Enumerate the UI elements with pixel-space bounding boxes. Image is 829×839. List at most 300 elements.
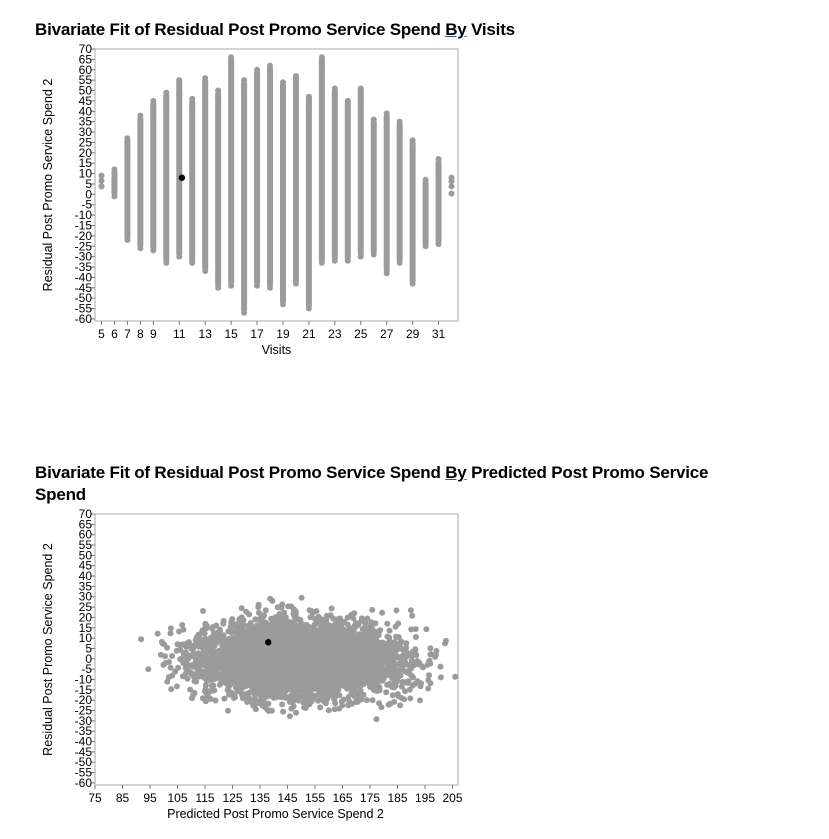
data-point: [244, 653, 250, 659]
data-point: [228, 68, 234, 74]
data-point: [212, 654, 218, 660]
data-column: [228, 57, 234, 285]
data-point: [343, 662, 349, 668]
data-point: [196, 669, 202, 675]
y-tick-label: -25: [74, 703, 92, 718]
y-tick-label: -30: [74, 249, 92, 264]
x-tick-label: 7: [124, 327, 131, 341]
data-point: [288, 694, 294, 700]
data-point: [221, 618, 227, 624]
y-tick-label: 10: [78, 631, 92, 646]
data-point: [253, 633, 259, 639]
data-point: [313, 685, 319, 691]
data-point: [401, 696, 407, 702]
data-point: [255, 604, 261, 610]
data-point: [208, 696, 214, 702]
data-point: [241, 77, 247, 83]
data-point: [180, 627, 186, 633]
y-tick-label: 0: [85, 651, 92, 666]
data-point: [358, 697, 364, 703]
data-point: [396, 674, 402, 680]
data-point: [418, 680, 424, 686]
data-column: [202, 78, 208, 271]
data-point: [348, 612, 354, 618]
data-point: [410, 281, 416, 287]
data-point: [281, 671, 287, 677]
y-tick-label: -50: [74, 755, 92, 770]
data-point: [207, 648, 213, 654]
data-point: [399, 684, 405, 690]
data-point: [221, 696, 227, 702]
data-point: [306, 652, 312, 658]
x-tick-label: 27: [380, 327, 394, 341]
data-point: [319, 260, 325, 266]
data-point: [239, 652, 245, 658]
y-tick-label: 0: [85, 187, 92, 202]
data-point: [257, 627, 263, 633]
data-point: [184, 661, 190, 667]
data-point: [252, 640, 258, 646]
y-tick-label: -20: [74, 228, 92, 243]
data-point: [408, 626, 414, 632]
y-tick-label: 20: [78, 145, 92, 160]
y-tick-label: 45: [78, 93, 92, 108]
data-point: [298, 665, 304, 671]
data-point: [215, 102, 221, 108]
data-point: [283, 618, 289, 624]
data-point: [436, 164, 442, 170]
data-point: [267, 77, 273, 83]
data-point: [215, 88, 221, 94]
data-point: [299, 642, 305, 648]
data-point: [369, 619, 375, 625]
data-point: [277, 615, 283, 621]
data-point: [393, 607, 399, 613]
data-point: [383, 689, 389, 695]
x-tick-label: 21: [302, 327, 316, 341]
data-point: [397, 702, 403, 708]
data-point: [289, 643, 295, 649]
data-point: [449, 178, 455, 184]
data-point: [387, 628, 393, 634]
data-column: [189, 99, 195, 263]
data-point: [299, 595, 305, 601]
data-point: [379, 669, 385, 675]
data-point: [227, 672, 233, 678]
data-point: [267, 596, 273, 602]
data-point: [241, 310, 247, 316]
data-point: [345, 258, 351, 264]
data-point: [168, 686, 174, 692]
data-point: [358, 618, 364, 624]
data-point: [371, 687, 377, 693]
data-point: [176, 91, 182, 97]
chart-title-visits: Bivariate Fit of Residual Post Promo Service Spend By Visits: [35, 20, 515, 39]
data-point: [281, 688, 287, 694]
data-point: [348, 644, 354, 650]
data-point: [299, 676, 305, 682]
y-tick-label: -25: [74, 239, 92, 254]
data-point: [332, 92, 338, 98]
data-point: [259, 677, 265, 683]
data-point: [243, 609, 249, 615]
data-point: [351, 664, 357, 670]
data-point: [348, 635, 354, 641]
data-column: [384, 113, 390, 273]
data-point: [293, 682, 299, 688]
data-point: [397, 128, 403, 134]
y-tick-label: 70: [78, 42, 92, 56]
data-point: [332, 258, 338, 264]
data-point: [225, 708, 231, 714]
y-tick-label: 5: [85, 176, 92, 191]
data-point: [292, 615, 298, 621]
data-point: [315, 666, 321, 672]
data-point: [291, 606, 297, 612]
data-point: [410, 138, 416, 144]
data-point: [369, 607, 375, 613]
data-point: [403, 640, 409, 646]
data-point: [187, 687, 193, 693]
data-point: [299, 648, 305, 654]
y-tick-label: -20: [74, 693, 92, 708]
data-point: [245, 623, 251, 629]
data-point: [413, 634, 419, 640]
data-point: [369, 635, 375, 641]
data-point: [286, 677, 292, 683]
data-column: [215, 91, 221, 288]
data-point: [255, 670, 261, 676]
data-column: [358, 88, 364, 256]
data-point: [252, 696, 258, 702]
y-tick-label: -5: [81, 662, 92, 677]
data-point: [263, 607, 269, 613]
data-point: [311, 658, 317, 664]
x-tick-label: 19: [276, 327, 290, 341]
data-point: [254, 79, 260, 85]
y-tick-label: -45: [74, 744, 92, 759]
data-column: [293, 76, 299, 284]
data-point: [355, 642, 361, 648]
data-point: [417, 697, 423, 703]
data-point: [358, 97, 364, 103]
data-point: [279, 701, 285, 707]
x-axis-label: Predicted Post Promo Service Spend 2: [167, 807, 384, 821]
data-point: [168, 625, 174, 631]
y-tick-label: -40: [74, 734, 92, 749]
data-point: [354, 682, 360, 688]
data-point: [397, 133, 403, 139]
data-point: [318, 651, 324, 657]
y-tick-label: -35: [74, 724, 92, 739]
data-point: [175, 641, 181, 647]
y-tick-label: -50: [74, 291, 92, 306]
data-point: [111, 193, 117, 199]
data-point: [202, 81, 208, 87]
data-point: [295, 690, 301, 696]
data-point: [404, 654, 410, 660]
data-point: [111, 183, 117, 189]
data-point: [168, 665, 174, 671]
data-point: [228, 690, 234, 696]
y-tick-label: 60: [78, 62, 92, 77]
data-point: [190, 643, 196, 649]
data-point: [137, 118, 143, 124]
data-point: [281, 662, 287, 668]
data-point: [306, 306, 312, 312]
y-tick-label: -35: [74, 260, 92, 275]
y-tick-label: 35: [78, 114, 92, 129]
x-tick-label: 185: [387, 791, 408, 805]
data-point: [348, 653, 354, 659]
data-point: [137, 112, 143, 118]
data-point: [253, 688, 259, 694]
data-point: [331, 637, 337, 643]
data-point: [202, 630, 208, 636]
x-tick-label: 6: [111, 327, 118, 341]
data-column: [163, 93, 169, 263]
data-point: [215, 95, 221, 101]
x-tick-label: 85: [115, 791, 130, 805]
data-point: [416, 660, 422, 666]
data-point: [180, 673, 186, 679]
data-point: [200, 608, 206, 614]
data-point: [410, 149, 416, 155]
data-point: [241, 86, 247, 92]
x-tick-label: 9: [149, 327, 157, 341]
data-point: [266, 686, 272, 692]
data-point: [232, 635, 238, 641]
data-point: [384, 682, 390, 688]
data-point: [381, 656, 387, 662]
data-point: [241, 635, 247, 641]
data-point: [380, 640, 386, 646]
data-point: [124, 138, 130, 144]
data-point: [332, 85, 338, 91]
data-column: [137, 115, 143, 248]
data-point: [158, 652, 164, 658]
y-tick-label: 25: [78, 135, 92, 150]
data-point: [98, 178, 104, 184]
data-point: [408, 607, 414, 613]
data-point: [423, 626, 429, 632]
data-point: [384, 270, 390, 276]
data-point: [379, 610, 385, 616]
data-point: [240, 663, 246, 669]
data-point: [275, 653, 281, 659]
data-point: [215, 285, 221, 291]
data-point: [293, 281, 299, 287]
data-point: [199, 655, 205, 661]
data-point: [449, 183, 455, 189]
data-point: [332, 706, 338, 712]
data-point: [169, 653, 175, 659]
data-point: [137, 245, 143, 251]
data-point: [345, 114, 351, 120]
data-column: [345, 101, 351, 261]
data-point: [275, 604, 281, 610]
data-point: [343, 671, 349, 677]
data-point: [408, 672, 414, 678]
data-point: [438, 664, 444, 670]
data-point: [217, 682, 223, 688]
data-point: [329, 606, 335, 612]
data-point: [349, 701, 355, 707]
data-point: [264, 678, 270, 684]
data-point: [309, 674, 315, 680]
data-point: [240, 695, 246, 701]
data-point: [204, 623, 210, 629]
data-point: [270, 629, 276, 635]
data-point: [194, 658, 200, 664]
data-point: [370, 697, 376, 703]
data-point: [397, 119, 403, 125]
data-point: [288, 706, 294, 712]
data-point: [423, 177, 429, 183]
data-point: [193, 637, 199, 643]
data-point: [384, 621, 390, 627]
y-tick-label: 30: [78, 589, 92, 604]
by-link[interactable]: By: [445, 20, 467, 39]
data-point: [293, 75, 299, 81]
data-point: [163, 260, 169, 266]
data-point: [365, 627, 371, 633]
data-point: [213, 623, 219, 629]
data-column: [254, 70, 260, 286]
data-point: [189, 96, 195, 102]
data-point: [384, 114, 390, 120]
data-point: [341, 697, 347, 703]
data-point: [319, 66, 325, 72]
y-tick-label: 70: [78, 507, 92, 521]
x-tick-label: 165: [332, 791, 353, 805]
data-point: [345, 98, 351, 104]
data-point: [306, 95, 312, 101]
data-point: [209, 683, 215, 689]
data-point: [293, 85, 299, 91]
data-point: [267, 285, 273, 291]
data-point: [229, 616, 235, 622]
data-point: [202, 268, 208, 274]
data-point: [427, 645, 433, 651]
data-point: [311, 643, 317, 649]
data-point: [174, 683, 180, 689]
data-point: [353, 620, 359, 626]
data-point: [206, 677, 212, 683]
y-tick-label: -5: [81, 197, 92, 212]
data-point: [215, 629, 221, 635]
by-link[interactable]: By: [445, 463, 467, 482]
data-point: [181, 650, 187, 656]
data-point: [265, 707, 271, 713]
data-point: [163, 93, 169, 99]
data-point: [278, 621, 284, 627]
data-point: [244, 643, 250, 649]
y-tick-label: -30: [74, 713, 92, 728]
y-tick-label: 5: [85, 641, 92, 656]
data-point: [232, 623, 238, 629]
x-tick-label: 105: [167, 791, 188, 805]
data-point: [377, 627, 383, 633]
data-point: [220, 655, 226, 661]
data-point: [390, 692, 396, 698]
data-point: [220, 644, 226, 650]
data-point: [410, 649, 416, 655]
x-tick-label: 29: [405, 327, 420, 341]
data-point: [98, 183, 104, 189]
x-tick-label: 145: [277, 791, 298, 805]
data-point: [317, 704, 323, 710]
data-point: [189, 260, 195, 266]
data-point: [333, 690, 339, 696]
data-point: [347, 626, 353, 632]
data-point: [226, 663, 232, 669]
data-column: [241, 80, 247, 313]
data-point: [365, 639, 371, 645]
data-point: [247, 663, 253, 669]
data-point: [330, 616, 336, 622]
data-point: [337, 675, 343, 681]
data-point: [215, 638, 221, 644]
data-point: [202, 90, 208, 96]
x-tick-label: 13: [198, 327, 212, 341]
data-point: [189, 102, 195, 108]
data-point: [164, 645, 170, 651]
data-point: [285, 655, 291, 661]
data-column: [371, 120, 377, 255]
data-point: [438, 674, 444, 680]
plot-frame: [95, 49, 458, 321]
data-column: [332, 88, 338, 260]
data-point: [166, 659, 172, 665]
data-point: [214, 672, 220, 678]
data-point: [266, 651, 272, 657]
data-point: [280, 709, 286, 715]
y-axis-label: Residual Post Promo Service Spend 2: [41, 78, 55, 292]
data-point: [280, 301, 286, 307]
data-point: [329, 680, 335, 686]
data-point: [206, 668, 212, 674]
scatter-plot-predicted: [0, 420, 829, 839]
data-point: [267, 70, 273, 76]
x-tick-label: 135: [249, 791, 271, 805]
data-column: [176, 80, 182, 256]
data-point: [321, 677, 327, 683]
data-column: [280, 82, 286, 304]
data-point: [322, 699, 328, 705]
data-point: [304, 702, 310, 708]
x-tick-label: 115: [195, 791, 215, 805]
data-point: [371, 121, 377, 127]
data-point: [292, 670, 298, 676]
y-tick-label: 25: [78, 600, 92, 615]
data-point: [245, 695, 251, 701]
data-point: [185, 655, 191, 661]
y-tick-label: -15: [74, 682, 92, 697]
data-point: [314, 608, 320, 614]
y-tick-label: -10: [74, 672, 92, 687]
data-point: [176, 79, 182, 85]
data-point: [423, 243, 429, 249]
data-column: [410, 140, 416, 283]
x-tick-label: 125: [222, 791, 243, 805]
data-point: [267, 693, 273, 699]
data-column: [150, 101, 156, 250]
data-point: [280, 79, 286, 85]
y-tick-label: -60: [74, 311, 92, 326]
x-tick-label: 15: [224, 327, 238, 341]
x-tick-label: 23: [328, 327, 342, 341]
